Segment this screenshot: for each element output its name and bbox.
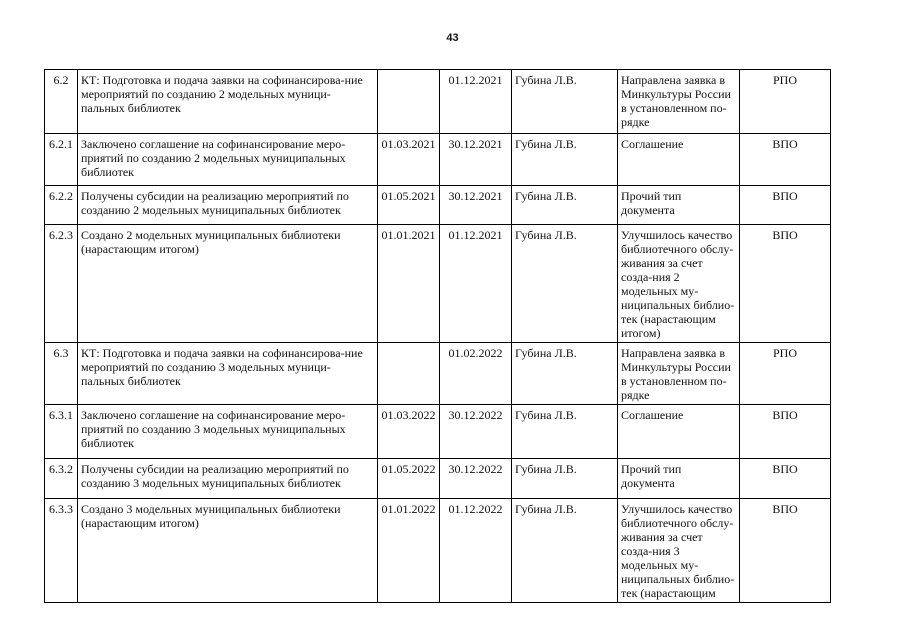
- activity-name-cell: Получены субсидии на реализацию мероприятий по созданию 2 модельных муниципальных библиотек: [78, 186, 378, 225]
- result-cell: Прочий тип документа: [618, 186, 740, 225]
- end-date-cell: 01.12.2021: [440, 225, 512, 343]
- responsible-cell: Губина Л.В.: [512, 405, 618, 459]
- start-date-cell: 01.05.2022: [378, 459, 440, 499]
- document-kind-cell: ВПО: [740, 134, 831, 186]
- activity-name-cell: КТ: Подготовка и подача заявки на софинансирова-ние мероприятий по созданию 3 модельных муници-пальных библиотек: [78, 343, 378, 405]
- table-row: [45, 499, 831, 603]
- table-row: [45, 134, 831, 186]
- row-number-cell: 6.2.1: [45, 134, 78, 186]
- document-kind-cell: ВПО: [740, 225, 831, 343]
- start-date-cell: 01.05.2021: [378, 186, 440, 225]
- start-date-cell: 01.01.2021: [378, 225, 440, 343]
- row-number-cell: 6.3.3: [45, 499, 78, 603]
- start-date-cell: 01.01.2022: [378, 499, 440, 603]
- activity-name-cell: Создано 3 модельных муниципальных библиотеки (нарастающим итогом): [78, 499, 378, 603]
- start-date-cell: 01.03.2022: [378, 405, 440, 459]
- row-number-cell: 6.2.3: [45, 225, 78, 343]
- end-date-cell: 30.12.2021: [440, 134, 512, 186]
- activity-name-cell: Получены субсидии на реализацию мероприятий по созданию 3 модельных муниципальных библиотек: [78, 459, 378, 499]
- result-cell: Направлена заявка в Минкультуры России в установленном по-рядке: [618, 70, 740, 134]
- table-row: [45, 405, 831, 459]
- table-row: [45, 70, 831, 134]
- responsible-cell: Губина Л.В.: [512, 225, 618, 343]
- result-cell: Улучшилось качество библиотечного обслу-живания за счет созда-ния 3 модельных му-ниципальных библио-тек (нарастающим: [618, 499, 740, 603]
- activity-name-cell: Создано 2 модельных муниципальных библиотеки (нарастающим итогом): [78, 225, 378, 343]
- table-row: [45, 343, 831, 405]
- result-cell: Направлена заявка в Минкультуры России в установленном по-рядке: [618, 343, 740, 405]
- document-kind-cell: РПО: [740, 343, 831, 405]
- document-kind-cell: РПО: [740, 70, 831, 134]
- document-kind-cell: ВПО: [740, 405, 831, 459]
- start-date-cell: [378, 70, 440, 134]
- responsible-cell: Губина Л.В.: [512, 343, 618, 405]
- activity-name-cell: КТ: Подготовка и подача заявки на софинансирова-ние мероприятий по созданию 2 модельных муници-пальных библиотек: [78, 70, 378, 134]
- document-kind-cell: ВПО: [740, 499, 831, 603]
- table-row: [45, 225, 831, 343]
- start-date-cell: [378, 343, 440, 405]
- result-cell: Улучшилось качество библиотечного обслу-живания за счет созда-ния 2 модельных му-ниципальных библио-тек (нарастающим итогом): [618, 225, 740, 343]
- document-kind-cell: ВПО: [740, 459, 831, 499]
- row-number-cell: 6.2: [45, 70, 78, 134]
- result-cell: Соглашение: [618, 405, 740, 459]
- row-number-cell: 6.3.1: [45, 405, 78, 459]
- document-kind-cell: ВПО: [740, 186, 831, 225]
- start-date-cell: 01.03.2021: [378, 134, 440, 186]
- end-date-cell: 30.12.2022: [440, 405, 512, 459]
- row-number-cell: 6.3.2: [45, 459, 78, 499]
- responsible-cell: Губина Л.В.: [512, 459, 618, 499]
- result-cell: Прочий тип документа: [618, 459, 740, 499]
- responsible-cell: Губина Л.В.: [512, 134, 618, 186]
- end-date-cell: 30.12.2022: [440, 459, 512, 499]
- row-number-cell: 6.2.2: [45, 186, 78, 225]
- end-date-cell: 01.02.2022: [440, 343, 512, 405]
- activity-name-cell: Заключено соглашение на софинансирование меро-приятий по созданию 3 модельных муниципальных библиотек: [78, 405, 378, 459]
- responsible-cell: Губина Л.В.: [512, 499, 618, 603]
- table-row: [45, 186, 831, 225]
- end-date-cell: 01.12.2022: [440, 499, 512, 603]
- responsible-cell: Губина Л.В.: [512, 186, 618, 225]
- responsible-cell: Губина Л.В.: [512, 70, 618, 134]
- page-number: 43: [446, 32, 459, 44]
- end-date-cell: 30.12.2021: [440, 186, 512, 225]
- row-number-cell: 6.3: [45, 343, 78, 405]
- end-date-cell: 01.12.2021: [440, 70, 512, 134]
- plan-table: [44, 69, 831, 603]
- plan-table-body: [45, 70, 831, 603]
- table-row: [45, 459, 831, 499]
- activity-name-cell: Заключено соглашение на софинансирование меро-приятий по созданию 2 модельных муниципальных библиотек: [78, 134, 378, 186]
- result-cell: Соглашение: [618, 134, 740, 186]
